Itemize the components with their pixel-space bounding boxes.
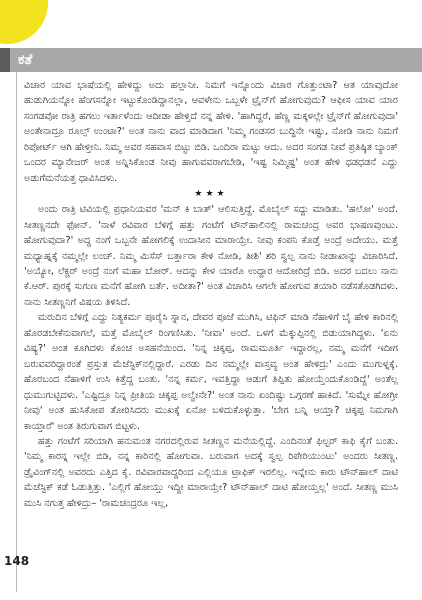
decorative-corner-circle bbox=[0, 0, 48, 44]
section-header-bar bbox=[0, 48, 422, 72]
section-separator: ★★★ bbox=[194, 189, 228, 200]
paragraph: ಹತ್ತು ಗಂಟೆಗೆ ಸರಿಯಾಗಿ ಹನುಮಂತ ನಗರದಲ್ಲಿರುವ ಸೀತಣ್ಣನ ಮನೆಯಲ್ಲಿದ್ದೆ. ಎಂದಿನಂತೆ ಫಿಲ್ಟರ್ ಕಾಫಿ ಕೈಗೆ ಬಂತು. 'ನಿಮ್ಮ ಕಾರನ್ನ ಇಲ್ಲೇ ಬಿಡಿ, ನನ್ನ ಕಾರಿನಲ್ಲಿ ಹೋಗುವಾ. ಬರುವಾಗ ಅದಕ್ಕೆ ಸ್ವಲ್ಪ ರಿಪೇರಿಯುಂಟು' ಅಂದರು ಸೀತಣ್ಣ. ಡ್ರೈವಿಂಗ್‌ನಲ್ಲಿ ಅವರದು ಎತ್ತಿದ ಕೈ. ರವಿವಾರವಾದ್ದರಿಂದ ಎಲ್ಲಿಯೂ ಟ್ರಾಫಿಕ್ ಇರಲಿಲ್ಲ. ಇನ್ನೇನು ಕಾರು ಟೌನ್‌ಹಾಲ್ ದಾಟಿ ಮೆಜೆಸ್ಟಿಕ್ ಕಡೆ ಓಡುತ್ತಿತ್ತು. 'ಎಲ್ಲಿಗೆ ಹೋಯ್ತು ಇದ್ದೀ ಮಾರಾಯ್ರೇ? ಟೌನ್‌ಹಾಲ್ ದಾಟಿ ಹೋಯ್ತಲ್ಲ' ಅಂದೆ. ಸೀತಣ್ಣ ಮುಸಿ ಮುಸಿ ನಗುತ್ತ ಹೇಳಿದ್ರು– 'ರಾಮಚಂದ್ರರೂ ಇಲ್ಲ, bbox=[24, 435, 398, 509]
section-label: ಕತೆ bbox=[18, 52, 33, 68]
paragraph: ವಿಚಾರ ಯಾವ ಭಾಷೆಯಲ್ಲಿ ಹೇಳಿದ್ದು ಅದು ಹಲ್ಲಾನೀ. ನಿಮಗೆ ಇನ್ನೊಂದು ವಿಚಾರ ಗೊತ್ತುಂಟಾ? ಆತ ಯಾವುದೋ ಹುಡುಗಿಯನ್ನೋ ಹೆಂಗಸನ್ನೋ ಇಟ್ಟುಕೊಂಡಿದ್ದಾನಲ್ಲಾ, ಆವಳೇನು ಒಬ್ಬಳೇ ಟ್ರೈನ್‌ಗೆ ಹೋಗುವುದು? ಆಫೀಸ ಯಾವ ಯಾರ ಸಂಗಡವೋ ರಾತ್ರಿ ಹಗಲು ಇರ್ತಾಳೆಂದು ಆದೀಡಾ ಹೇಳ್ತಿದೆ ನನ್ನ ಹೇಳಿ. 'ಹಾಗಿದ್ದರೆ, ಹೆಣ್ಣ ಮಕ್ಕಳಲ್ಲೇ ಟ್ರೈನ್‌ಗೆ ಹೋಗುವುದಾ' ಅಂತೇನಾದ್ರೂ ರೂಲ್ಸ್ ಉಂಟಾ?' ಅಂತ ನಾನು ವಾದ ಮಾಡಿದಾಗ 'ನಿಮ್ಮ ಗಂಡಸರ ಬುದ್ಧಿನೇ ಇಷ್ಟು, ನೋಡಿ ನಾನು ನಿಮಗೆ ರಿಪೋರ್ಟ್ ಆಗಿ ಹೇಳ್ತೀನಿ. ನಿಮ್ಮ ಅವರ ಸಹವಾಸ ಬಿಟ್ಟು ಬಿಡಿ. ಒಂದಿರಾ ಮಟ್ಟು ಆದು. ಅದರ ಸಂಗಡ ನೀವೆ ಪ್ರತಿಷ್ಠಿತ ಬ್ಯಾಂಕ್ ಒಂದರ ಮ್ಯಾನೇಜರ್ ಅಂತ ಅನ್ನಿಸಿಕೊಂಡ ನೀವು ಹಾಗುವವರಾಗಬೇಡಿ, 'ಇಷ್ಟ ನಿಮ್ಮಿಷ್ಟ' ಅಂತ ಹೇಳಿ ಧಡಧಡನೆ ಎದ್ದು ಅಡುಗೆಮನೆಯತ್ತ ಧಾವಿಸಿದಳು. bbox=[24, 80, 398, 184]
paragraph: ಅಂದು ರಾತ್ರಿ ಟಿವಿಯಲ್ಲಿ ಪ್ರಧಾನಿಯವರ 'ಮನ್ ಕಿ ಬಾತ್' ಆಲಿಸುತ್ತಿದ್ದೆ. ಮೊಬೈಲ್ ಸದ್ದು ಮಾಡಿತು. 'ಹಲೋ' ಅಂದೆ. ಸೀತಣ್ಣನದೇ ಫೋನ್. 'ನಾಳೆ ರವಿವಾರ ಬೆಳಿಗ್ಗೆ ಹತ್ತು ಗಂಟೆಗೆ ಟೌನ್‌ಹಾಲಿನಲ್ಲಿ ರಾಮಚಂದ್ರ ಅವರ ಭಾಷಣವುಂಟು. ಹೋಗುವುದಾ?' ಅದ್ದ ನಂಗೆ ಒಬ್ಬನೇ ಹೋಗಲಿಕ್ಕೆ ಉದಾಸೀನ ಮಾರಾಯ್ರೇ. ನೀವು ಕಂಪನಿ ಕೊಡ್ತೆ ಅಂದ್ರೆ ಅದೇಯು. ಮತ್ತೆ ಮಧ್ಯಾಹ್ನಕ್ಕೆ ನಮ್ಮಲ್ಲೇ ಲಂಚ್. ನಿಮ್ಮ ಮಿಸೆಸ್ ಬರ್ತ್ತಾರಾ ಕೇಳಿ ನೋಡಿ, ತೀಶಿ' ಶರಿ ಸ್ವಲ್ಪ ನಾನು ನೀಡಾಖಾನ್ನು ವಿಚಾರಿಸಿದೆ. 'ಅಯ್ಯೋ, ಲೆಕ್ಚರ್ ಅಂದ್ರೆ ನಂಗೆ ಮಹಾ ಬೋರ್. ಆದನ್ನು ಕೇಳ ಯಾರೊ ಉದ್ದಾರ ಆದೋರಿದ್ರೆ ಬಿಡಿ. ಅದರ ಬದಲು ನಾನು ಕೆ.ಆರ್. ಪುರಕ್ಕೆ ಸುಗುಣ ಮನೆಗೆ ಹೋಗಿ ಬರ್ತೆ. ಅದೀತಾ?' ಅಂತ ವಿಚಾರಿಸಿ ಆಗಲೇ ಹೋಗುವ ತಯಾರಿ ನಡೆಸತೊಡಗಿದಳು. ನಾನು ಸೀತಣ್ಣನಿಗೆ ವಿಷಯ ತಿಳಿಸಿದೆ. bbox=[24, 204, 398, 308]
left-margin-rule bbox=[16, 72, 17, 592]
paragraph: ಮರುದಿನ ಬೆಳಿಗ್ಗೆ ಎದ್ದು ನಿತ್ಯಕರ್ಮ ಪೂರೈಸಿ ಸ್ನಾನ, ದೇವರ ಪೂಜೆ ಮುಗಿಸಿ, ಟಿಫಿನ್ ಮಾಡಿ ನೆಹಾಳಿಗೆ ಬೈ ಹೇಳಿ ಕಾರಿನಲ್ಲಿ ಹೊರಡಬೇಕೆನುವಾಗಲೆ, ಮತ್ತೆ ಮೊಬೈಲ್ ರಿಂಗಣಿಸಿತು. 'ನೀವಾ' ಅಂದೆ. ಒಳಗೆ ಮೆಕ್ಕುಪ್ಪಿನಲ್ಲಿ ಬಿಡುಯಾಗಿದ್ದಳು. 'ಏನು ವಿಷ್ಯ?' ಅಂತ ಕೂಗಿದಳು ಕೊಂಚ ಅಸಹನೆಯಿಂದ. 'ನಿನ್ನ ಚಿಕ್ಕಪ್ಪ, ರಾಮಮೂರ್ತಿ ಇದ್ದಾರಲ್ಲ, ನಮ್ಮ ಮನೆಗೆ ಇದೀಗ ಬರುವವರಿದ್ದಾರಂತೆ ಪ್ರಸ್ತುತ ಮೆಜೆಸ್ಟಿಕ್‌ನಲ್ಲಿದ್ದಾರೆ. ಎರಡು ದಿನ ನಮ್ಮಲ್ಲೇ ವಾಸ್ತವ್ಯ ಅಂತ ಹೇಳಿದ್ರು' ಎಂದು ಮುಗುಳ್ನಕ್ಕೆ. ಹೊರಬಂದ ನೆಹಾಳಿಗೆ ಉಸಿ ಕಿತ್ತೆದ್ದ ಬಂತು. 'ನನ್ನ ಕರ್ಮ, ಇವತ್ತಿದ್ದಾ ಆಡುಗೆ ತಿಪ್ಪಿತು ಹೋಯ್ತೆಂದುಕೊಂಡಿದ್ದೆ' ಅಂತೆಲ್ಲ ಧುಮುಗುಟ್ಟಿದಳು. 'ಎಷ್ಟಿದ್ರೂ ನಿನ್ನ ಪ್ರೀತಿಯ ಚಿಕ್ಕಪ್ಪ ಅಲ್ವೇನೇ?' ಅಂತ ನಾನು ಏಂದಿಷ್ಟು ಒಗ್ಗರಣೆ ಹಾಕಿದೆ. 'ಸುಮ್ನೇ ಹೋಗ್ರೀ ನೀವು' ಅಂತ ಹುಸಿಕೋಪ ತೋರಿಸಿದರು ಮುಖಕ್ಕೆ ಏನೋ ಬಳಿದುಕೊಳ್ಳುತ್ತಾ. 'ಬೇಗ ಬನ್ನಿ ಆಯ್ತಾ? ಚಿಕ್ಕಪ್ಪ ನಿಮಗಾಗಿ ಕಾಯ್ತಾರೆ' ಅಂತ ತಿರುಗುವಾಗ ಬಿಟ್ಟಳು. bbox=[24, 312, 398, 432]
page-number: 148 bbox=[4, 554, 30, 568]
article-body bbox=[24, 78, 398, 511]
header-accent-block bbox=[0, 48, 10, 72]
